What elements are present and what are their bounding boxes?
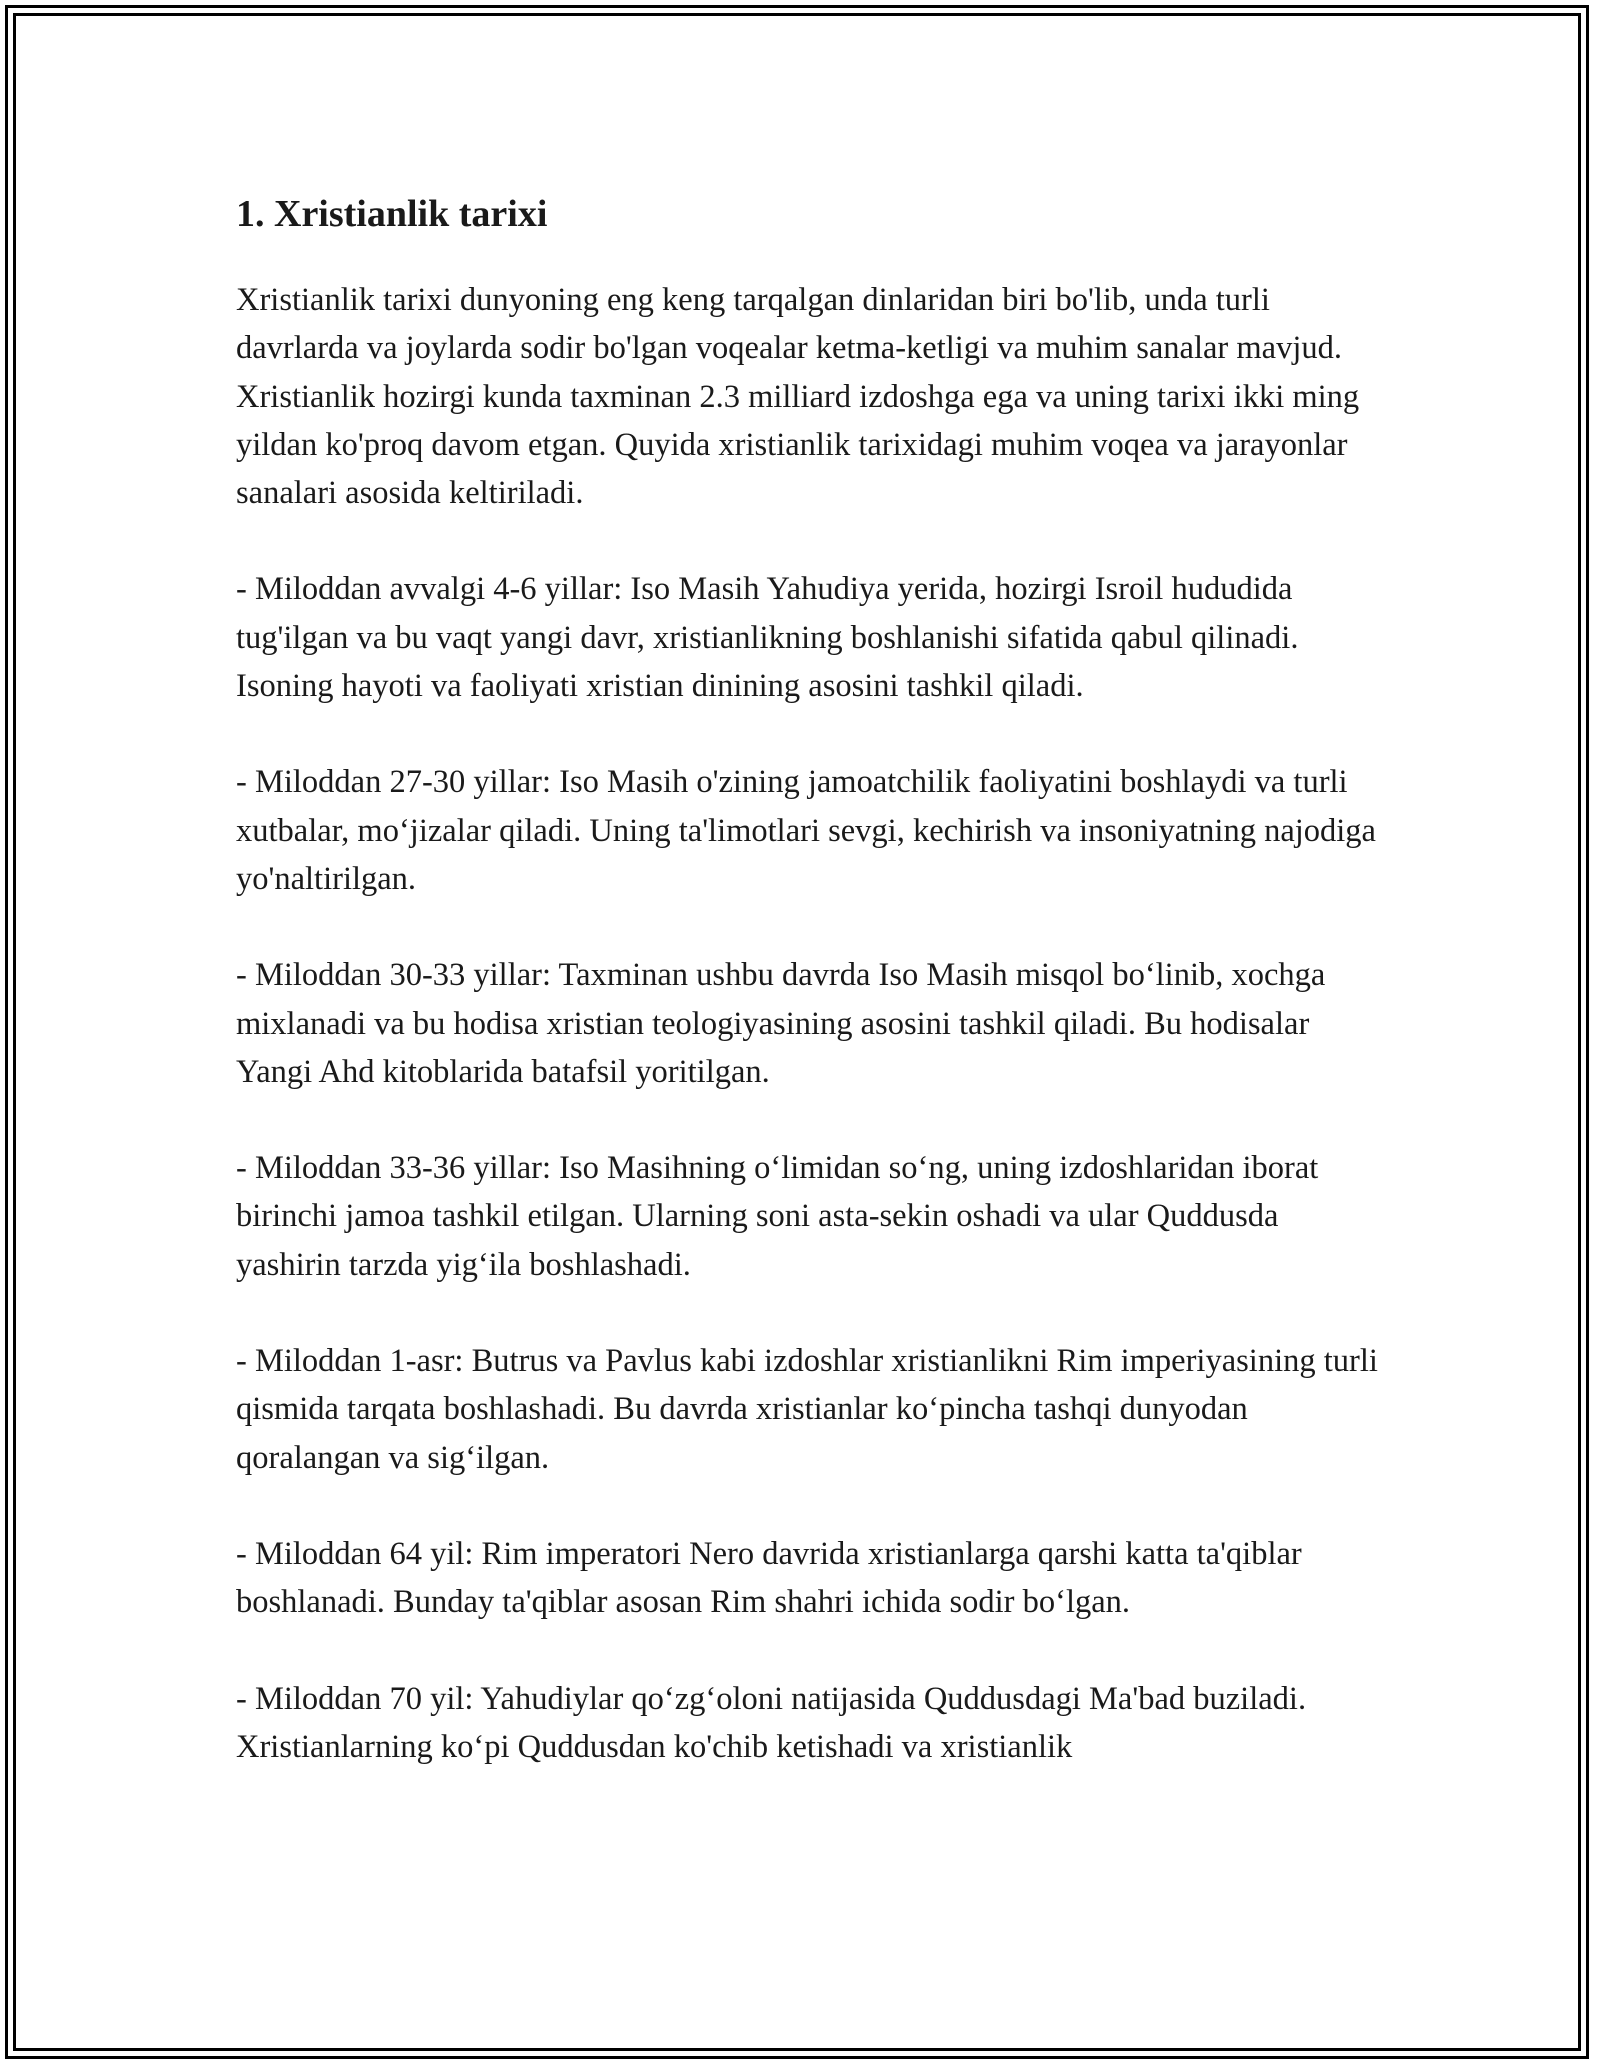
intro-paragraph: Xristianlik tarixi dunyoning eng keng tarqalgan dinlaridan biri bo'lib, unda turli davrlarda va joylarda sodir bo'lgan voqealar ketma-ketligi va muhim sanalar mavjud. Xristianlik hozirgi kunda taxminan 2.3 milliard izdoshga ega va uning tarixi ikki ming yildan ko'proq davom etgan. Quyida xristianlik tarixidagi muhim voqea va jarayonlar sanalari asosida keltiriladi. [236, 282, 1360, 512]
timeline-entry-first-community: - Miloddan 33-36 yillar: Iso Masihning o‘limidan so‘ng, uning izdoshlaridan iborat birinchi jamoa tashkil etilgan. Ularning soni asta-sekin oshadi va ular Quddusda yashirin tarzda yig‘ila boshlashadi. [236, 1150, 1319, 1283]
timeline-entry-ministry: - Miloddan 27-30 yillar: Iso Masih o'zining jamoatchilik faoliyatini boshlaydi va turli xutbalar, mo‘jizalar qiladi. Uning ta'limotlari sevgi, kechirish va insoniyatning najodiga yo'naltirilgan. [236, 764, 1376, 897]
timeline-entry-temple: - Miloddan 70 yil: Yahudiylar qo‘zg‘oloni natijasida Quddusdagi Ma'bad buziladi. Xristianlarning ko‘pi Quddusdan ko'chib ketishadi va xristianlik [236, 1680, 1307, 1765]
section-title: 1. Xristianlik tarixi [236, 193, 548, 235]
document-body [236, 186, 1386, 1819]
timeline-entry-birth: - Miloddan avvalgi 4-6 yillar: Iso Masih Yahudiya yerida, hozirgi Isroil hududida tug'ilgan va bu vaqt yangi davr, xristianlikning boshlanishi sifatida qabul qilinadi. Isoning hayoti va faoliyati xristian dinining asosini tashkil qiladi. [236, 571, 1299, 705]
timeline-entry-crucifixion: - Miloddan 30-33 yillar: Taxminan ushbu davrda Iso Masih misqol bo‘linib, xochga mixlanadi va bu hodisa xristian teologiyasining asosini tashkil qiladi. Bu hodisalar Yangi Ahd kitoblarida batafsil yoritilgan. [236, 957, 1326, 1090]
timeline-entry-first-century: - Miloddan 1-asr: Butrus va Pavlus kabi izdoshlar xristianlikni Rim imperiyasining turli qismida tarqata boshlashadi. Bu davrda xristianlar ko‘pincha tashqi dunyodan qoralangan va sig‘ilgan. [236, 1343, 1378, 1476]
timeline-entry-nero: - Miloddan 64 yil: Rim imperatori Nero davrida xristianlarga qarshi katta ta'qiblar boshlanadi. Bunday ta'qiblar asosan Rim shahri ichida sodir bo‘lgan. [236, 1535, 1302, 1621]
